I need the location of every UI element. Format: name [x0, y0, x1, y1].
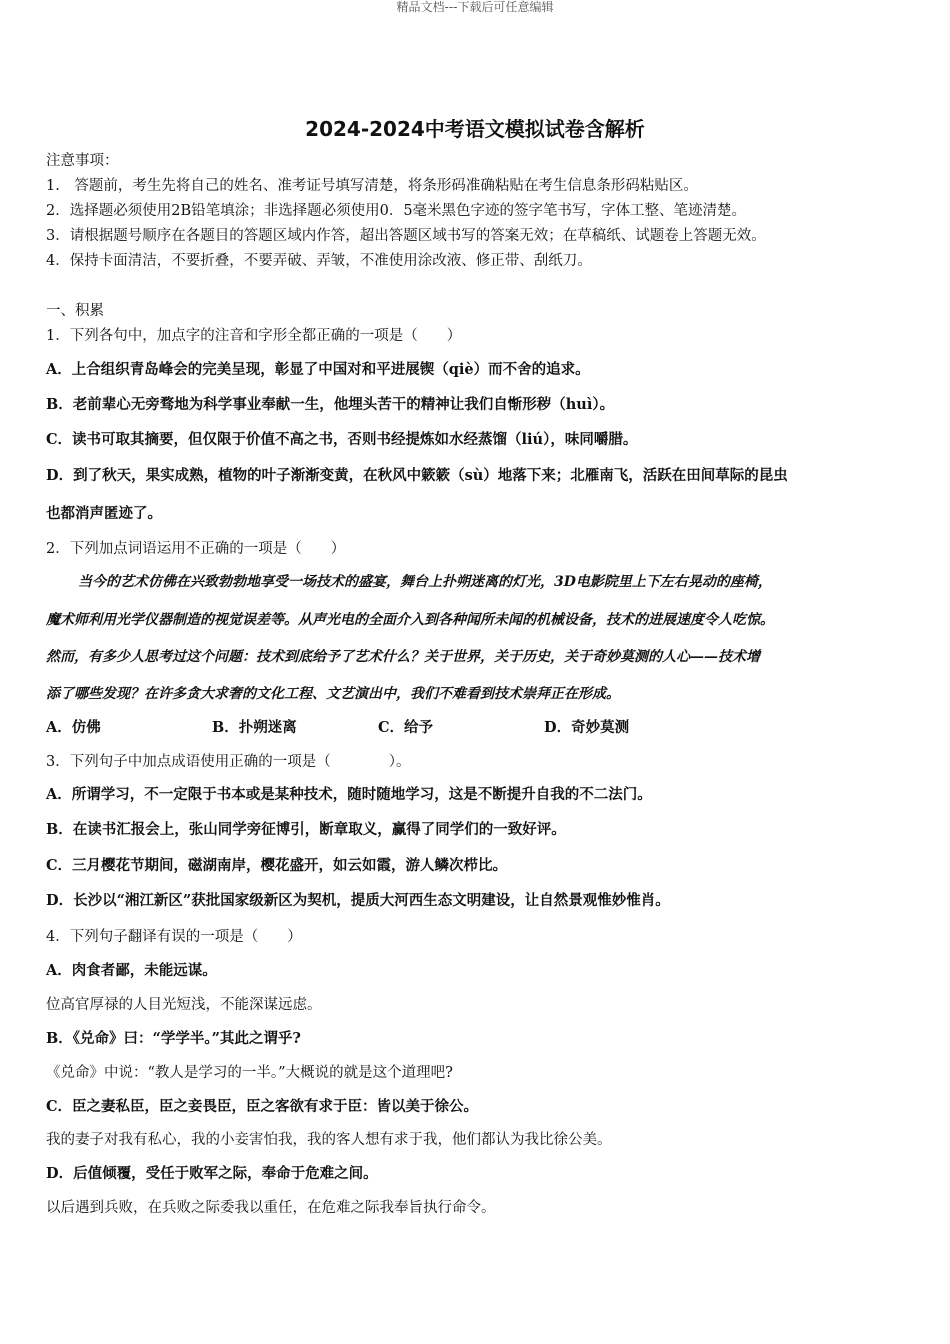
notice-item-3: 3．请根据题号顺序在各题目的答题区域内作答，超出答题区域书写的答案无效；在草稿纸、试题卷上答题无效。 — [46, 228, 766, 244]
q4-option-d: D．后值倾覆，受任于败军之际，奉命于危难之间。 — [46, 1165, 378, 1182]
q1-option-a: A．上合组织青岛峰会的完美呈现，彰显了中国对和平进展锲（qiè）而不舍的追求。 — [46, 361, 590, 378]
q2-option-b: B．扑朔迷离 — [212, 719, 297, 736]
q4-option-c-translation: 我的妻子对我有私心，我的小妾害怕我，我的客人想有求于我，他们都认为我比徐公美。 — [46, 1132, 612, 1148]
notice-heading: 注意事项： — [46, 153, 119, 169]
q3-option-b: B．在读书汇报会上，张山同学旁征博引，断章取义，赢得了同学们的一致好评。 — [46, 821, 566, 838]
q2-option-d: D．奇妙莫测 — [544, 719, 630, 736]
q2-passage-line-1: 当今的艺术仿佛在兴致勃勃地享受一场技术的盛宴，舞台上扑朔迷离的灯光，3D电影院里上下左右晃动的座椅， — [78, 574, 772, 590]
q3-option-a: A．所谓学习，不一定限于书本或是某种技术，随时随地学习，这是不断提升自我的不二法门。 — [46, 786, 652, 803]
watermark: 精品文档---下载后可任意编辑 — [396, 0, 554, 14]
q1-option-d-cont: 也都消声匿迹了。 — [46, 505, 162, 522]
q2-option-c: C．给予 — [378, 719, 434, 736]
q2-passage-line-3: 然而，有多少人思考过这个问题：技术到底给予了艺术什么？关于世界，关于历史，关于奇妙莫测的人心——技术增 — [46, 649, 760, 665]
q4-option-c: C．臣之妻私臣，臣之妾畏臣，臣之客欲有求于臣：皆以美于徐公。 — [46, 1098, 479, 1115]
q1-option-c: C．读书可取其摘要，但仅限于价值不高之书，否则书经提炼如水经蒸馏（liú），味同嚼腊。 — [46, 431, 638, 448]
section-heading: 一、积累 — [46, 303, 104, 319]
q1-option-d: D．到了秋天，果实成熟，植物的叶子渐渐变黄，在秋风中簌簌（sù）地落下来；北雁南飞，活跃在田间草际的昆虫 — [46, 467, 788, 484]
q3-option-d: D．长沙以“湘江新区”获批国家级新区为契机，提质大河西生态文明建设，让自然景观惟妙惟肖。 — [46, 892, 670, 909]
q4-option-a-translation: 位高官厚禄的人目光短浅，不能深谋远虑。 — [46, 997, 322, 1013]
q4-option-b-translation: 《兑命》中说：“教人是学习的一半。”大概说的就是这个道理吧? — [46, 1065, 453, 1081]
q1-stem: 1．下列各句中，加点字的注音和字形全都正确的一项是（ ） — [46, 328, 462, 344]
q2-stem: 2．下列加点词语运用不正确的一项是（ ） — [46, 541, 346, 557]
q4-option-a: A．肉食者鄙，未能远谋。 — [46, 962, 217, 979]
page-title: 2024-2024中考语文模拟试卷含解析 — [305, 117, 645, 141]
q2-options — [46, 718, 629, 738]
notice-item-2: 2．选择题必须使用2B铅笔填涂；非选择题必须使用0．5毫米黑色字迹的签字笔书写，字体工整、笔迹清楚。 — [46, 203, 747, 219]
notice-item-4: 4．保持卡面清洁，不要折叠，不要弄破、弄皱，不准使用涂改液、修正带、刮纸刀。 — [46, 253, 592, 269]
q2-passage-line-2: 魔术师利用光学仪器制造的视觉误差等。从声光电的全面介入到各种闻所未闻的机械设备，技术的进展速度令人吃惊。 — [46, 612, 774, 628]
q3-option-c: C．三月樱花节期间，磁湖南岸，樱花盛开，如云如霞，游人鳞次栉比。 — [46, 857, 508, 874]
q4-option-b: B．《兑命》曰：“学学半。”其此之谓乎? — [46, 1030, 301, 1047]
notice-item-1: 1. 答题前，考生先将自己的姓名、准考证号填写清楚，将条形码准确粘贴在考生信息条形码粘贴区。 — [46, 178, 698, 194]
q4-stem: 4．下列句子翻译有误的一项是（ ） — [46, 929, 302, 945]
q4-option-d-translation: 以后遇到兵败，在兵败之际委我以重任，在危难之际我奉旨执行命令。 — [46, 1200, 496, 1216]
q2-passage-line-4: 添了哪些发现？在许多贪大求奢的文化工程、文艺演出中，我们不难看到技术崇拜正在形成。 — [46, 686, 620, 702]
q1-option-b: B．老前辈心无旁骛地为科学事业奉献一生，他埋头苦干的精神让我们自惭形秽（huì）。 — [46, 396, 615, 413]
q2-option-a: A．仿佛 — [46, 719, 101, 736]
q3-stem: 3．下列句子中加点成语使用正确的一项是（ ）。 — [46, 754, 411, 770]
